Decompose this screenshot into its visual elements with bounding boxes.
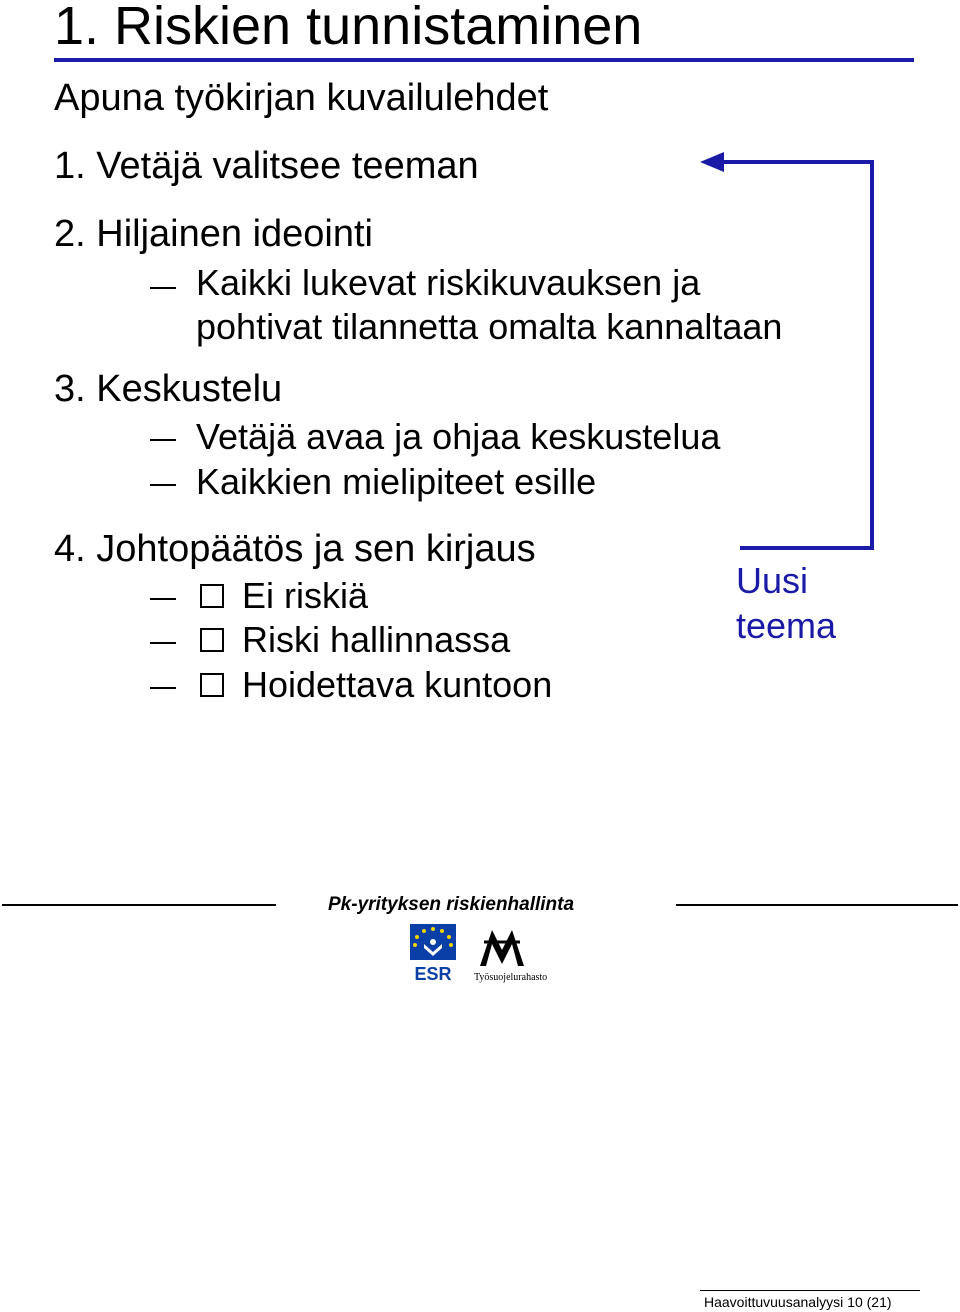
step-number: 2. [54, 213, 86, 255]
checkbox-icon [200, 673, 224, 697]
bullet-dash [150, 598, 176, 600]
step-number: 3. [54, 368, 86, 410]
checkbox-icon [200, 584, 224, 608]
footer-rule-left [2, 904, 276, 906]
bullet-dash [150, 287, 176, 289]
bullet-dash [150, 484, 176, 486]
esr-logo [408, 922, 458, 984]
step-2-bullet-2: pohtivat tilannetta omalta kannaltaan [196, 306, 783, 347]
page-footer: Haavoittuvuusanalyysi 10 (21) [704, 1294, 892, 1310]
option-risk-managed: Riski hallinnassa [242, 619, 511, 660]
step-1 [54, 144, 479, 188]
step-3-bullet-2: Kaikkien mielipiteet esille [196, 461, 597, 502]
option-no-risk: Ei riskiä [242, 575, 369, 616]
esr-logo-text: ESR [414, 964, 452, 984]
option-to-fix: Hoidettava kuntoon [242, 664, 553, 705]
tsr-logo-text: Työsuojelurahasto [474, 972, 548, 983]
step-4 [54, 527, 536, 571]
step-label: Vetäjä valitsee teeman [96, 145, 479, 187]
bullet-dash [150, 687, 176, 689]
title-underline [54, 58, 914, 62]
step-number: 4. [54, 528, 86, 570]
loop-back-arrow [690, 140, 890, 560]
checkbox-icon [200, 628, 224, 652]
footer-rule-right [676, 904, 958, 906]
loop-label-line-2: teema [736, 605, 837, 646]
loop-label-line-1: Uusi [736, 560, 809, 601]
footer-title: Pk-yrityksen riskienhallinta [328, 894, 575, 915]
bullet-dash [150, 439, 176, 441]
step-2-bullet-1: Kaikki lukevat riskikuvauksen ja [196, 262, 701, 303]
step-label: Johtopäätös ja sen kirjaus [96, 528, 536, 570]
page-title: 1. Riskien tunnistaminen [54, 0, 643, 56]
step-label: Hiljainen ideointi [96, 213, 373, 255]
tyosuojelurahasto-logo [472, 922, 552, 984]
step-3-bullet-1: Vetäjä avaa ja ohjaa keskustelua [196, 416, 721, 457]
step-number: 1. [54, 145, 86, 187]
step-label: Keskustelu [96, 368, 283, 410]
step-2 [54, 212, 373, 256]
step-3 [54, 367, 282, 411]
page-footer-rule [700, 1290, 920, 1291]
arrowhead-icon [700, 152, 724, 172]
bullet-dash [150, 642, 176, 644]
subtitle: Apuna työkirjan kuvailulehdet [54, 77, 549, 119]
